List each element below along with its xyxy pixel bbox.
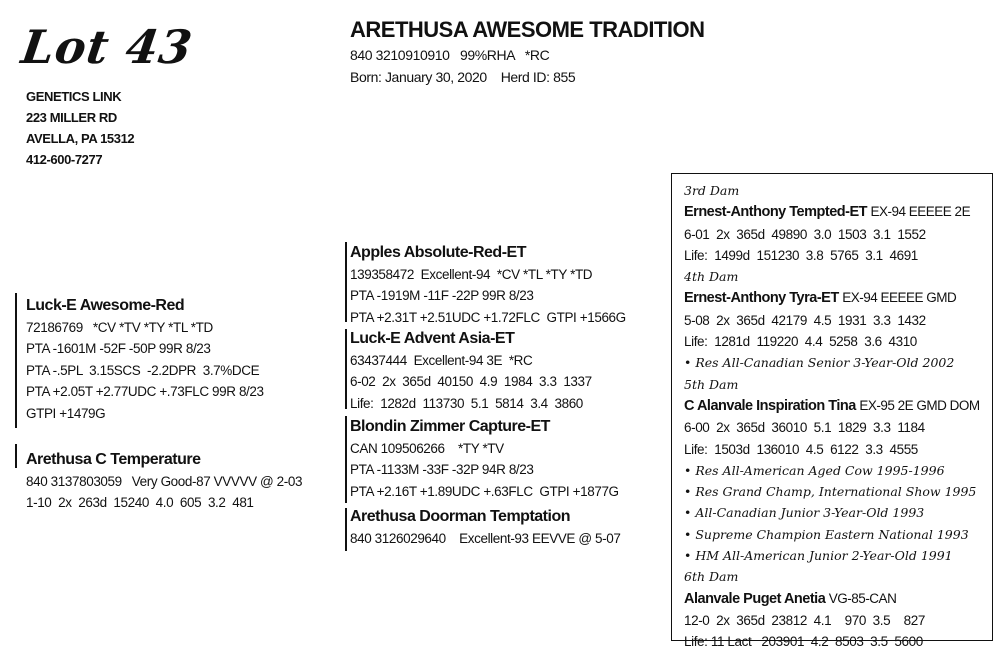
sire-sire-name: Apples Absolute-Red-ET — [350, 244, 526, 261]
dam-generation-name-text: Ernest-Anthony Tyra-ET — [684, 290, 839, 307]
dam-generation-name-text: Ernest-Anthony Tempted-ET — [684, 204, 867, 221]
dam-generation-classification: EX-95 2E GMD DOM — [859, 397, 980, 413]
dam-generation-name — [684, 588, 980, 610]
sire-name: Luck-E Awesome-Red — [26, 297, 185, 314]
dam-dam-line: 840 3126029640 Excellent-93 EEVVE @ 5-07 — [350, 530, 621, 546]
sire-line: PTA -.5PL 3.15SCS -2.2DPR 3.7%DCE — [26, 362, 260, 378]
sire-block — [26, 295, 264, 424]
dam-sire-line: CAN 109506266 *TY *TV — [350, 440, 504, 456]
consignor-block — [26, 86, 134, 170]
dam-generation-name — [684, 395, 980, 417]
maternal-line-content — [684, 180, 980, 653]
dam-award: • Res All-American Aged Cow 1995-1996 — [684, 462, 945, 478]
dam-award: • HM All-American Junior 2-Year-Old 1991 — [684, 548, 953, 564]
dam-sire-line: PTA +2.16T +1.89UDC +.63FLC GTPI +1877G — [350, 483, 619, 499]
dam-generation-record: 12-0 2x 365d 23812 4.1 970 3.5 827 — [684, 612, 925, 628]
dam-bracket — [15, 444, 17, 468]
animal-born-line: Born: January 30, 2020 Herd ID: 855 — [350, 69, 576, 85]
sire-dam-line: Life: 1282d 113730 5.1 5814 3.4 3860 — [350, 395, 583, 411]
dam-generation-name-text: Alanvale Puget Anetia — [684, 590, 826, 607]
dam-generation-name-text: C Alanvale Inspiration Tina — [684, 397, 856, 414]
ss-bracket — [345, 242, 347, 322]
dd-bracket — [345, 508, 347, 551]
dam-generation-record: Life: 1281d 119220 4.4 5258 3.6 4310 — [684, 334, 917, 350]
consignor-phone: 412-600-7277 — [26, 152, 103, 167]
consignor-name: GENETICS LINK — [26, 89, 122, 104]
dam-generation-classification: EX-94 EEEEE 2E — [870, 204, 971, 220]
dam-award: • Res Grand Champ, International Show 1995 — [684, 484, 977, 500]
dam-name: Arethusa C Temperature — [26, 451, 201, 468]
dam-award: • Res All-Canadian Senior 3-Year-Old 2002 — [684, 355, 955, 371]
dam-generation-classification: VG-85-CAN — [828, 590, 897, 606]
sire-sire-line: 139358472 Excellent-94 *CV *TL *TY *TD — [350, 266, 593, 282]
dam-award: • All-Canadian Junior 3-Year-Old 1993 — [684, 505, 925, 521]
lot-number: Lot 43 — [18, 20, 197, 74]
dam-generation-record: Life: 1499d 151230 3.8 5765 3.1 4691 — [684, 247, 918, 263]
dam-generation-name — [684, 201, 980, 223]
consignor-address-line1: 223 MILLER RD — [26, 110, 117, 125]
dam-sire-line: PTA -1133M -33F -32P 94R 8/23 — [350, 462, 534, 477]
sire-line: PTA +2.05T +2.77UDC +.73FLC 99R 8/23 — [26, 384, 264, 399]
sire-line: PTA -1601M -52F -50P 99R 8/23 — [26, 341, 211, 356]
dam-generation-classification: EX-94 EEEEE GMD — [842, 290, 957, 306]
sire-dam-name: Luck-E Advent Asia-ET — [350, 330, 515, 347]
sire-bracket — [15, 293, 17, 428]
sire-dam-line: 6-02 2x 365d 40150 4.9 1984 3.3 1337 — [350, 374, 592, 389]
consignor-address-line2: AVELLA, PA 15312 — [26, 131, 135, 146]
dam-generation-name — [684, 287, 980, 309]
sire-line: 72186769 *CV *TV *TY *TL *TD — [26, 319, 213, 335]
dam-block — [26, 449, 302, 514]
sire-line: GTPI +1479G — [26, 405, 106, 421]
sd-bracket — [345, 329, 347, 409]
dam-generation-record: Life: 1503d 136010 4.5 6122 3.3 4555 — [684, 441, 918, 457]
dam-sire-block — [350, 416, 619, 502]
dam-line: 1-10 2x 263d 15240 4.0 605 3.2 481 — [26, 495, 254, 510]
sire-sire-line: PTA -1919M -11F -22P 99R 8/23 — [350, 288, 534, 303]
ds-bracket — [345, 416, 347, 503]
dam-dam-block — [350, 506, 620, 549]
dam-line: 840 3137803059 Very Good-87 VVVVV @ 2-03 — [26, 473, 303, 489]
animal-name: ARETHUSA AWESOME TRADITION — [350, 17, 705, 42]
dam-generation-label: 3rd Dam — [684, 183, 740, 198]
dam-generation-record: 5-08 2x 365d 42179 4.5 1931 3.3 1432 — [684, 312, 926, 328]
sire-sire-line: PTA +2.31T +2.51UDC +1.72FLC GTPI +1566G — [350, 309, 626, 325]
dam-dam-name: Arethusa Doorman Temptation — [350, 508, 570, 525]
dam-generation-label: 5th Dam — [684, 376, 739, 392]
dam-generation-label: 6th Dam — [684, 569, 739, 585]
sire-dam-block — [350, 328, 592, 414]
dam-award: • Supreme Champion Eastern National 1993 — [684, 526, 969, 542]
sire-sire-block — [350, 242, 626, 328]
animal-id-line: 840 3210910910 99%RHA *RC — [350, 47, 550, 63]
dam-generation-record: 6-00 2x 365d 36010 5.1 1829 3.3 1184 — [684, 420, 925, 436]
dam-sire-name: Blondin Zimmer Capture-ET — [350, 418, 550, 435]
sire-dam-line: 63437444 Excellent-94 3E *RC — [350, 352, 533, 368]
dam-generation-label: 4th Dam — [684, 269, 739, 285]
dam-generation-record: Life: 11 Lact 203901 4.2 8503 3.5 5600 — [684, 634, 923, 650]
dam-generation-record: 6-01 2x 365d 49890 3.0 1503 3.1 1552 — [684, 226, 926, 242]
